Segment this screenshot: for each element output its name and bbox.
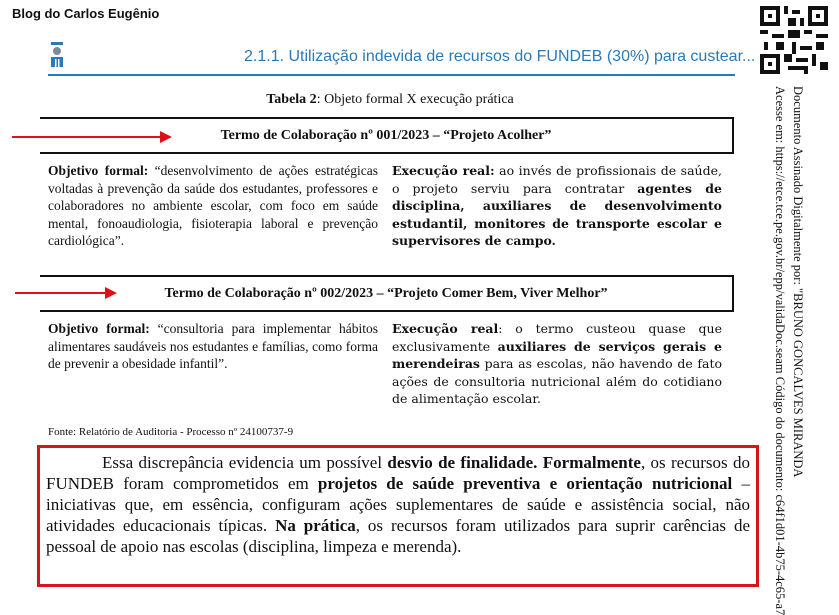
term-header-2: Termo de Colaboração nº 002/2023 – “Projeto Comer Bem, Viver Melhor” <box>40 275 734 312</box>
real-execution-2 <box>392 320 722 408</box>
formal-objective-2 <box>48 320 378 373</box>
real-execution-1 <box>392 162 722 250</box>
label: Execução real <box>392 321 499 336</box>
tail: para as escolas, não havendo de fato ações de consultoria nutricional além do cotidiano de alimentação escolar. <box>392 356 722 406</box>
highlighted-paragraph <box>37 445 759 587</box>
label: Objetivo formal: <box>48 321 150 336</box>
label: Objetivo formal: <box>48 163 149 178</box>
bold: Na prática <box>275 516 356 535</box>
table-source: Fonte: Relatório de Auditoria - Processo nº 24100737-9 <box>48 426 294 438</box>
text: – iniciativas que, em essência, configuram ações suplementares de saúde e assistência social, não atividades educacionais típicas. <box>46 474 750 535</box>
bold: desvio de finalidade. <box>387 453 538 472</box>
section-heading: 2.1.1. Utilização indevida de recursos do FUNDEB (30%) para custear... <box>244 48 756 65</box>
formal-objective-1 <box>48 162 378 250</box>
bold-text: auxiliares de serviços gerais e merendeiras <box>392 338 722 371</box>
validation-line: Acesse em: https://etce.tce.pe.gov.br/epp/validaDoc.seam Código do documento: c64f1d01-4b75-4c65-a7 <box>773 86 787 615</box>
text: Essa discrepância evidencia um possível <box>102 453 388 472</box>
text: “desenvolvimento de ações estratégicas voltadas à prevenção da saúde dos estudantes, professores e colaboradores no ambiente escolar, com foco em saúde mental, fonoaudiologia, fisioterapia laboral e prevenção cardiológica”. <box>48 163 378 248</box>
bold: projetos de saúde preventiva e orientação nutricional <box>317 474 733 493</box>
signature-line: Documento Assinado Digitalmente por: "BRUNO GONCALVES MIRANDA <box>791 86 805 478</box>
term-header-1: Termo de Colaboração nº 001/2023 – “Projeto Acolher” <box>40 117 734 154</box>
blog-watermark: Blog do Carlos Eugênio <box>12 6 160 21</box>
table-caption <box>0 92 780 108</box>
caption-label: Tabela 2 <box>266 92 317 107</box>
label: Execução real: <box>392 163 495 178</box>
text: , os recursos do FUNDEB foram comprometidos em <box>46 453 750 493</box>
qr-code-icon <box>760 6 828 74</box>
bold-text: agentes de disciplina, auxiliares de desenvolvimento estudantil, monitores de transporte escolar e supervisores de campo. <box>392 180 722 248</box>
heading-rule <box>48 74 735 76</box>
bold: Formalmente <box>542 453 641 472</box>
text: , os recursos foram utilizados para suprir carências de pessoal de apoio nas escolas (disciplina, limpeza e merenda). <box>46 516 751 556</box>
text: ao invés de profissionais de saúde, o projeto serviu para contratar <box>392 163 722 196</box>
text: : o termo custeou quase que exclusivamente <box>392 321 722 354</box>
tce-logo-icon <box>50 42 64 67</box>
text: “consultoria para implementar hábitos alimentares saudáveis nos estudantes e famílias, como forma de prevenir a obesidade infantil”. <box>48 321 378 371</box>
caption-text: : Objeto formal X execução prática <box>316 92 514 107</box>
